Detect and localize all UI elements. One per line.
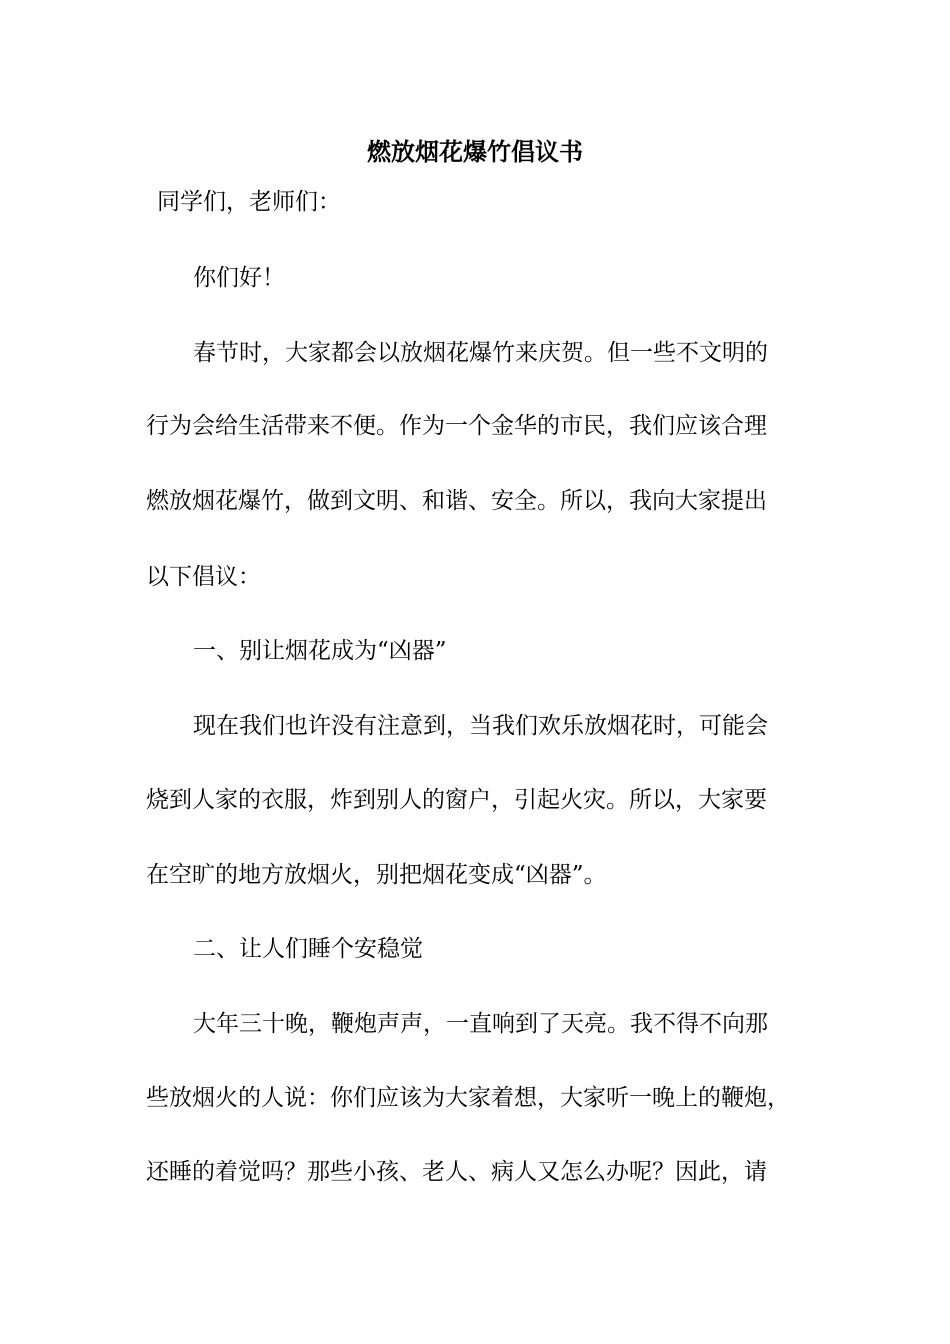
salutation: 同学们，老师们： (157, 189, 341, 215)
greeting: 你们好！ (193, 265, 285, 291)
body-line: 在空旷的地方放烟火，别把烟花变成“凶器”。 (146, 862, 607, 888)
section-heading: 一、别让烟花成为“凶器” (193, 638, 447, 664)
body-line: 些放烟火的人说：你们应该为大家着想，大家听一晚上的鞭炮， (146, 1085, 790, 1111)
body-line: 春节时，大家都会以放烟花爆竹来庆贺。但一些不文明的 (193, 340, 768, 366)
body-line: 行为会给生活带来不便。作为一个金华的市民，我们应该合理 (146, 413, 767, 439)
body-line: 燃放烟花爆竹，做到文明、和谐、安全。所以，我向大家提出 (146, 488, 767, 514)
section-heading: 二、让人们睡个安稳觉 (193, 936, 423, 962)
document-title: 燃放烟花爆竹倡议书 (367, 137, 583, 166)
body-line: 大年三十晚，鞭炮声声，一直响到了天亮。我不得不向那 (193, 1011, 768, 1037)
body-line: 现在我们也许没有注意到，当我们欢乐放烟花时，可能会 (193, 713, 768, 739)
body-line: 以下倡议： (146, 564, 261, 590)
body-line: 还睡的着觉吗？那些小孩、老人、病人又怎么办呢？因此，请 (146, 1159, 767, 1185)
body-line: 烧到人家的衣服，炸到别人的窗户，引起火灾。所以，大家要 (146, 787, 767, 813)
